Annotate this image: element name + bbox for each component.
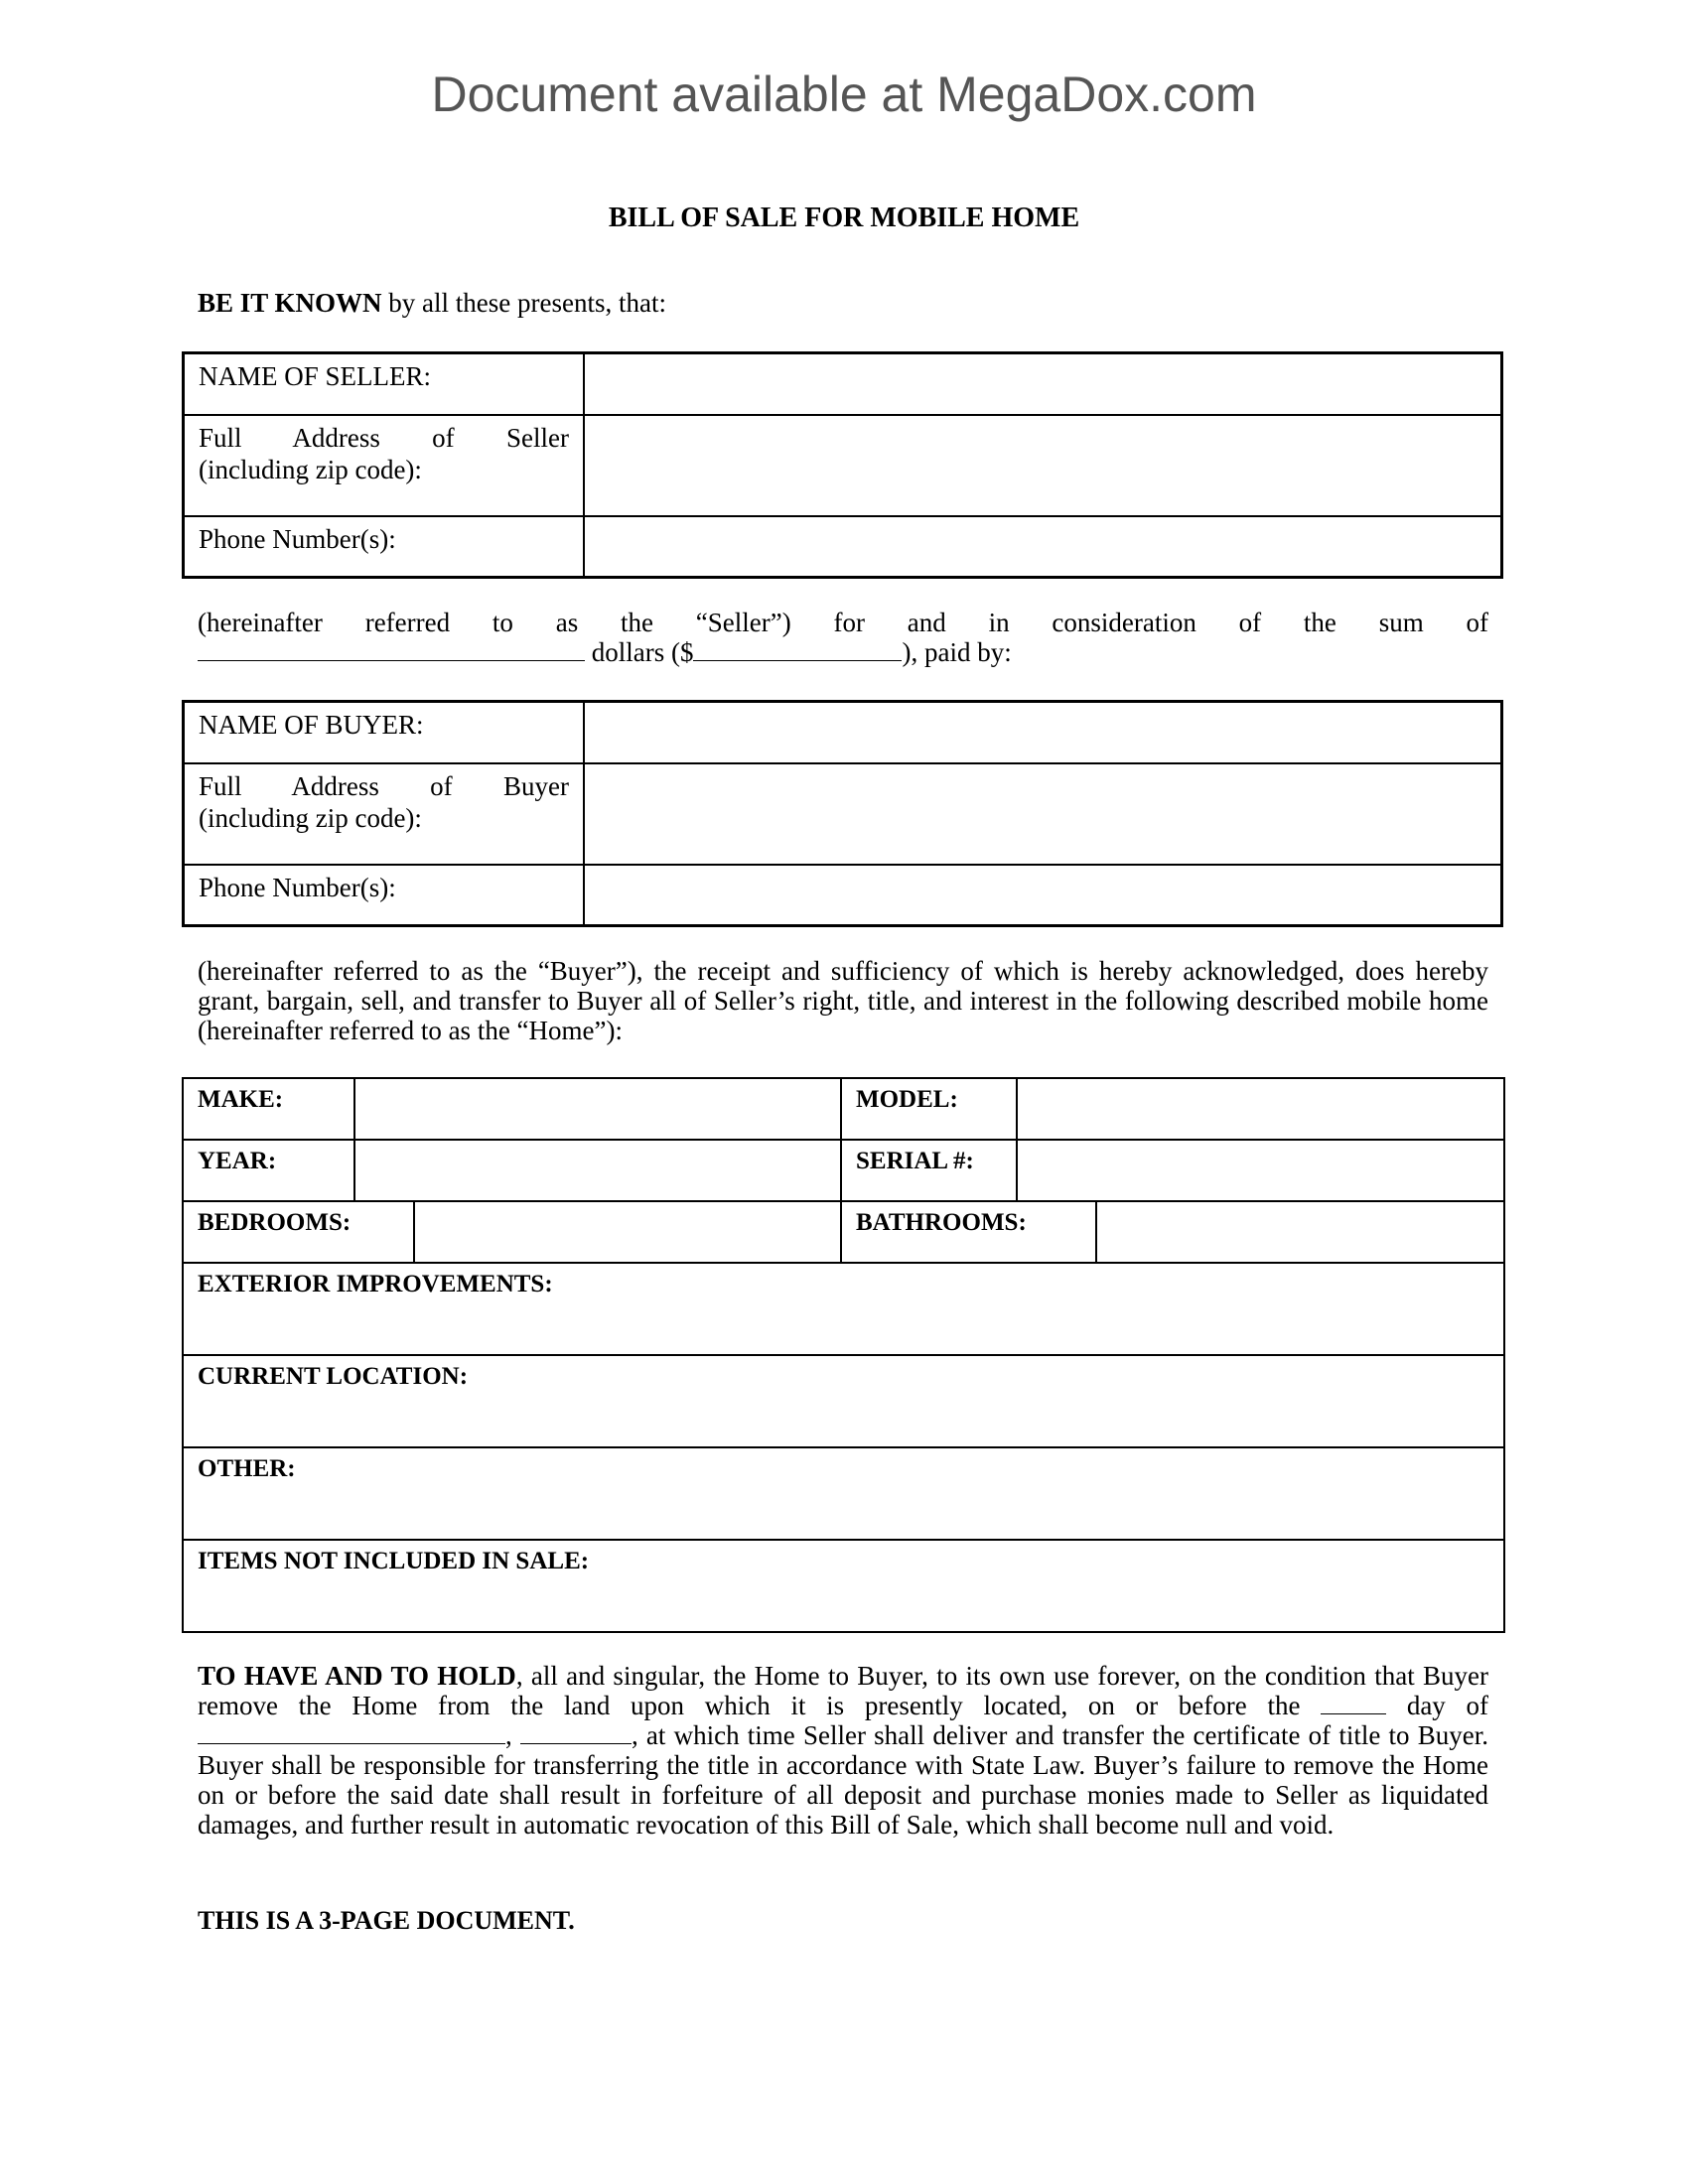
intro-bold: BE IT KNOWN bbox=[198, 288, 382, 318]
make-field[interactable] bbox=[354, 1078, 841, 1140]
model-field[interactable] bbox=[1017, 1078, 1504, 1140]
seller-address-label-line2: (including zip code): bbox=[199, 454, 422, 484]
dollars-text: dollars ($ bbox=[585, 637, 694, 667]
buyer-phone-field[interactable] bbox=[584, 865, 1502, 926]
intro-rest: by all these presents, that: bbox=[381, 288, 666, 318]
sum-words-blank[interactable] bbox=[198, 638, 585, 661]
megadox-banner: Document available at MegaDox.com bbox=[431, 67, 1257, 122]
year-blank[interactable] bbox=[520, 1721, 632, 1744]
seller-address-field[interactable] bbox=[584, 415, 1502, 516]
buyer-address-label-line2: (including zip code): bbox=[199, 802, 422, 833]
year-label: YEAR: bbox=[183, 1140, 354, 1201]
day-blank[interactable] bbox=[1321, 1692, 1386, 1714]
buyer-address-label bbox=[184, 763, 585, 865]
month-blank[interactable] bbox=[198, 1721, 505, 1744]
sum-amount-blank[interactable] bbox=[693, 638, 902, 661]
seller-phone-label: Phone Number(s): bbox=[184, 516, 585, 578]
seller-address-label bbox=[184, 415, 585, 516]
hold-comma: , bbox=[505, 1720, 520, 1750]
buyer-phone-label: Phone Number(s): bbox=[184, 865, 585, 926]
hold-day-text: day of bbox=[1386, 1691, 1488, 1720]
make-label: MAKE: bbox=[183, 1078, 354, 1140]
seller-phone-field[interactable] bbox=[584, 516, 1502, 578]
page-count-note: THIS IS A 3-PAGE DOCUMENT. bbox=[198, 1906, 575, 1935]
bedrooms-field[interactable] bbox=[414, 1201, 841, 1263]
exterior-improvements-label: EXTERIOR IMPROVEMENTS: bbox=[198, 1271, 553, 1297]
buyer-address-label-line1: Full Address of Buyer bbox=[199, 770, 569, 801]
intro-line bbox=[198, 288, 1488, 318]
seller-name-label: NAME OF SELLER: bbox=[184, 353, 585, 415]
current-location-label: CURRENT LOCATION: bbox=[198, 1363, 469, 1390]
seller-table bbox=[182, 351, 1503, 579]
other-field[interactable] bbox=[183, 1447, 1504, 1540]
buyer-address-field[interactable] bbox=[584, 763, 1502, 865]
buyer-name-label: NAME OF BUYER: bbox=[184, 702, 585, 763]
hold-part1: , all and singular, the Home to Buyer, to its own use forever, on the condition that Buyer remove the Home from the land upon which it is presently located, on or before the bbox=[198, 1661, 1488, 1720]
home-details-table bbox=[182, 1077, 1505, 1633]
consideration-line1: (hereinafter referred to as the “Seller”) for and in consideration of the sum of bbox=[198, 608, 1488, 637]
buyer-name-field[interactable] bbox=[584, 702, 1502, 763]
hold-paragraph bbox=[198, 1661, 1488, 1840]
bathrooms-field[interactable] bbox=[1096, 1201, 1504, 1263]
hold-part2: , at which time Seller shall deliver and transfer the certificate of title to Buyer. Buyer shall be responsible for transferring the title in accordance with State Law. Buyer’s failure to remove the Home on or before the said date shall result in forfeiture of all deposit and purchase monies made to Seller as liquidated damages, and further result in automatic revocation of this Bill of Sale, which shall become null and void. bbox=[198, 1720, 1488, 1840]
serial-label: SERIAL #: bbox=[841, 1140, 1017, 1201]
current-location-field[interactable] bbox=[183, 1355, 1504, 1447]
bedrooms-label: BEDROOMS: bbox=[183, 1201, 414, 1263]
paid-by-text: ), paid by: bbox=[902, 637, 1012, 667]
exterior-improvements-field[interactable] bbox=[183, 1263, 1504, 1355]
other-label: OTHER: bbox=[198, 1455, 296, 1482]
seller-address-label-line1: Full Address of Seller bbox=[199, 422, 569, 453]
hold-bold: TO HAVE AND TO HOLD bbox=[198, 1661, 516, 1691]
model-label: MODEL: bbox=[841, 1078, 1017, 1140]
buyer-table bbox=[182, 700, 1503, 927]
consideration-paragraph bbox=[198, 608, 1488, 667]
items-not-included-field[interactable] bbox=[183, 1540, 1504, 1632]
bathrooms-label: BATHROOMS: bbox=[841, 1201, 1096, 1263]
serial-field[interactable] bbox=[1017, 1140, 1504, 1201]
seller-name-field[interactable] bbox=[584, 353, 1502, 415]
items-not-included-label: ITEMS NOT INCLUDED IN SALE: bbox=[198, 1548, 590, 1574]
document-title: BILL OF SALE FOR MOBILE HOME bbox=[608, 203, 1080, 233]
grant-paragraph: (hereinafter referred to as the “Buyer”), the receipt and sufficiency of which is hereby acknowledged, does hereby grant, bargain, sell, and transfer to Buyer all of Seller’s right, title, and interest in the following described mobile home (hereinafter referred to as the “Home”): bbox=[198, 956, 1488, 1045]
year-field[interactable] bbox=[354, 1140, 841, 1201]
